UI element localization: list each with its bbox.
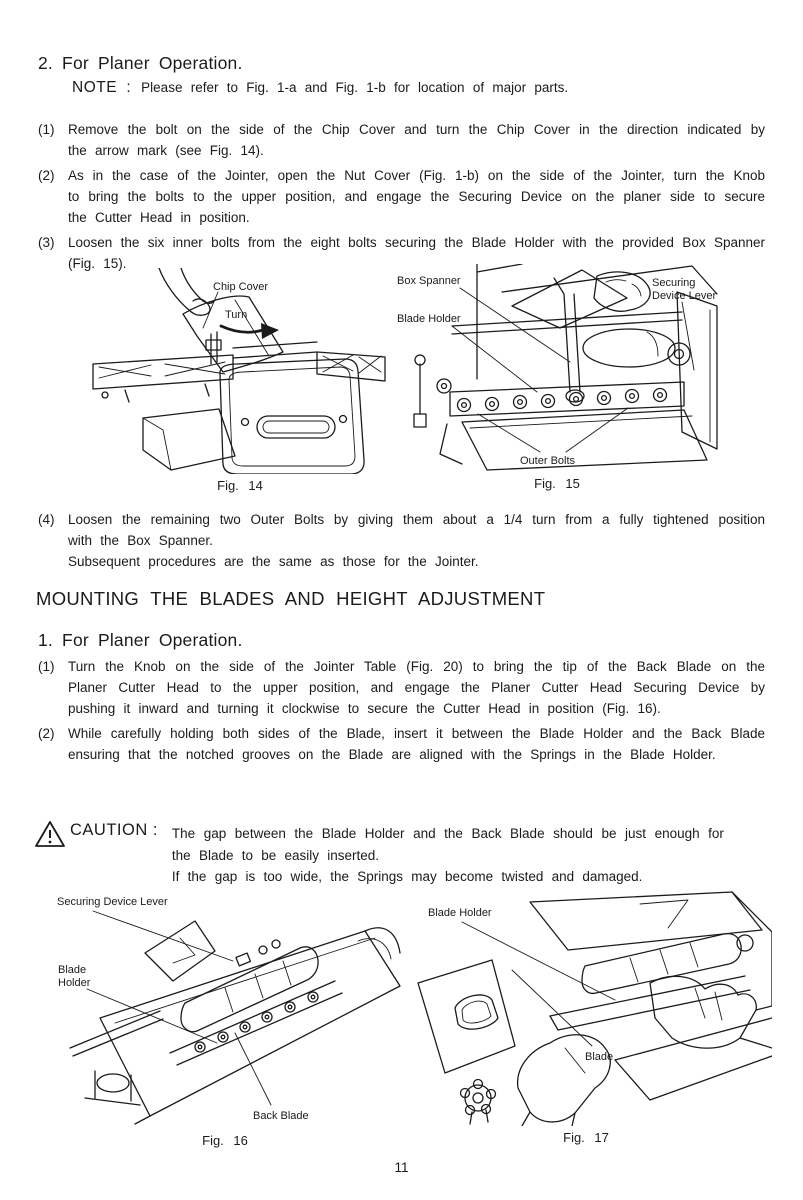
procedure-list-mounting	[38, 656, 765, 769]
list-item	[38, 656, 765, 719]
securing-device-part	[583, 329, 690, 367]
blade-holder-leader-line	[452, 326, 537, 392]
figure-15-caption: Fig. 15	[534, 476, 580, 491]
caution-line-2: If the gap is too wide, the Springs may become twisted and damaged.	[171, 869, 643, 884]
chip-cover-leader-line	[203, 292, 218, 328]
list-item	[38, 119, 765, 161]
item-text: Loosen the six inner bolts from the eight bolts securing the Blade Holder with the provided Box Spanner (Fig. 15).	[68, 235, 765, 271]
cutter-head-part	[582, 934, 753, 994]
page-number: 11	[394, 1160, 409, 1175]
caution-label: CAUTION :	[70, 821, 158, 839]
figure-16-illustration	[45, 893, 405, 1129]
section-1-heading: 1. For Planer Operation.	[38, 630, 243, 650]
blade-holder-leader-line	[462, 922, 615, 1000]
securing-lever-leader-line	[93, 911, 233, 961]
planer-machine-drawing	[93, 268, 385, 474]
figure-15	[392, 264, 722, 491]
caution-line-1: The gap between the Blade Holder and the Back Blade should be just enough for the Blade to be easily inserted.	[171, 826, 724, 863]
figure-17-illustration	[400, 888, 772, 1126]
item-number: (1)	[38, 122, 55, 137]
label-turn: Turn	[225, 309, 248, 321]
mounting-heading: MOUNTING THE BLADES AND HEIGHT ADJUSTMENT	[36, 588, 546, 609]
note-label: NOTE :	[72, 79, 132, 96]
figure-14	[85, 268, 395, 493]
procedure-item-4	[38, 509, 765, 576]
box-spanner-part	[554, 278, 584, 402]
item-text-para2: Subsequent procedures are the same as those for the Jointer.	[68, 554, 479, 569]
warning-triangle-icon	[34, 819, 68, 849]
left-hand-drawing	[518, 1035, 614, 1126]
label-securing-line1: Securing	[652, 277, 696, 289]
item-text: Remove the bolt on the side of the Chip Cover and turn the Chip Cover in the direction indicated by the arrow mark (see Fig. 14).	[68, 122, 765, 158]
figure-16	[45, 893, 405, 1148]
star-knob-part	[461, 1080, 496, 1125]
note-line	[72, 79, 568, 97]
item-number: (2)	[38, 726, 55, 741]
list-item	[38, 509, 765, 572]
list-item	[38, 165, 765, 228]
figure-14-illustration	[85, 268, 395, 474]
label-blade-holder: Blade Holder	[428, 907, 492, 919]
label-box-spanner: Box Spanner	[397, 275, 461, 287]
section-2-heading: 2. For Planer Operation.	[38, 53, 243, 73]
label-chip-cover: Chip Cover	[213, 281, 269, 293]
label-holder: Holder	[58, 977, 91, 989]
note-text: Please refer to Fig. 1-a and Fig. 1-b for location of major parts.	[141, 80, 569, 95]
label-blade: Blade	[58, 964, 87, 976]
blade-holder-strip	[170, 981, 342, 1065]
item-text: While carefully holding both sides of the Blade, insert it between the Blade Holder and the Back Blade ensuring that the notched grooves on the Blade are aligned with the Springs in the Blade Holder.	[68, 726, 765, 762]
figure-16-caption: Fig. 16	[202, 1133, 248, 1148]
cutterhead-diagonal-drawing	[70, 921, 400, 1124]
item-text: As in the case of the Jointer, open the Nut Cover (Fig. 1-b) on the side of the Jointer, turn the Knob to bring the bolts to the upper position, and engage the Securing Device on the planer side to secure the Cutter Head in position.	[68, 168, 765, 225]
figure-15-illustration	[392, 264, 722, 472]
right-hand-drawing	[650, 976, 772, 1048]
figure-17-caption: Fig. 17	[563, 1130, 609, 1145]
label-back-blade: Back Blade	[253, 1110, 309, 1122]
caution-block	[34, 818, 724, 888]
item-number: (1)	[38, 659, 55, 674]
label-blade: Blade	[585, 1051, 614, 1063]
list-item	[38, 723, 765, 765]
item-number: (3)	[38, 235, 55, 250]
hand-drawing	[159, 268, 215, 315]
item-text-para1: Loosen the remaining two Outer Bolts by giving them about a 1/4 turn from a fully tightened position with the Box Spanner.	[68, 512, 765, 548]
procedure-list-planer	[38, 119, 765, 278]
figure-17	[400, 888, 772, 1145]
label-outer-bolts: Outer Bolts	[520, 455, 576, 467]
label-blade-holder: Blade Holder	[397, 313, 461, 325]
item-text	[68, 509, 765, 572]
label-securing-line2: Device Lever	[652, 290, 717, 302]
item-number: (2)	[38, 168, 55, 183]
figure-14-caption: Fig. 14	[217, 478, 263, 493]
label-securing-device-lever: Securing Device Lever	[57, 896, 168, 908]
caution-text	[172, 823, 724, 888]
item-text: Turn the Knob on the side of the Jointer Table (Fig. 20) to bring the tip of the Back Blade on the Planer Cutter Head to the upper position, and engage the Planer Cutter Head Securing Device by pushing it inward and turning it clockwise to secure the Cutter Head in position (Fig. 16).	[68, 659, 765, 716]
item-number: (4)	[38, 512, 55, 527]
blade-leader-line	[512, 970, 592, 1046]
